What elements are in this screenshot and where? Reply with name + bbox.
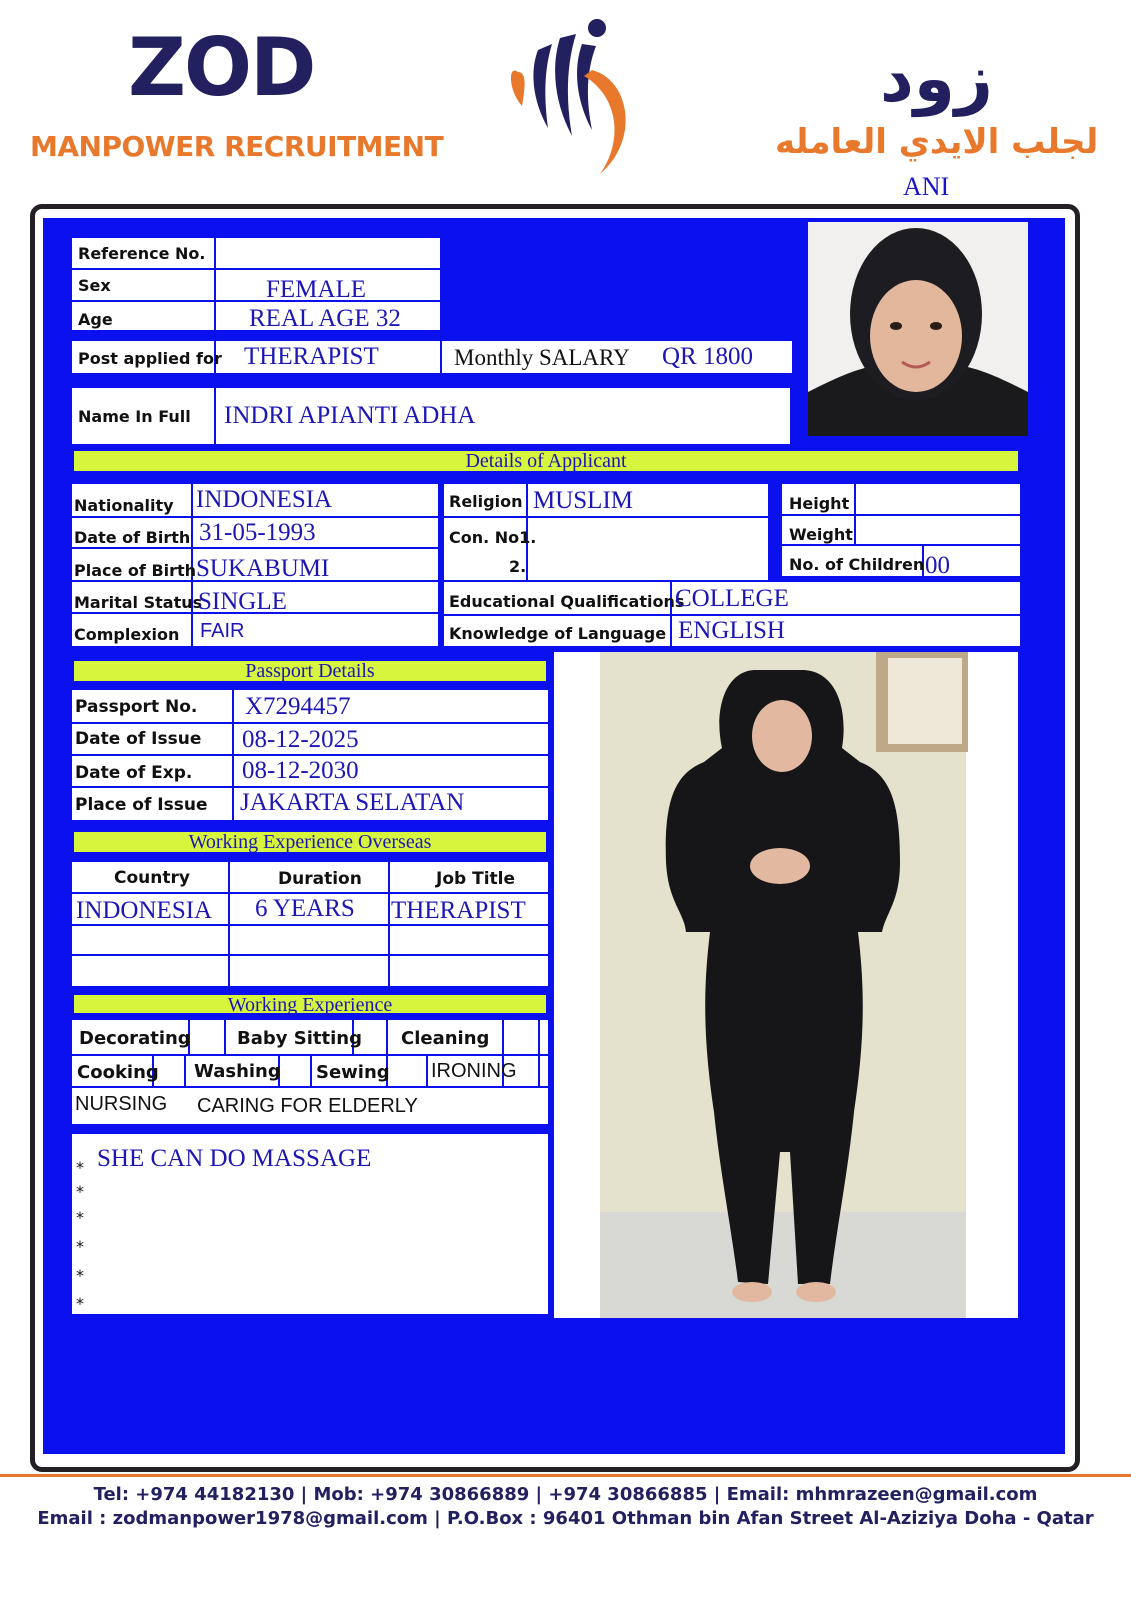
exp-decorating: Decorating (79, 1028, 191, 1049)
salary-value: QR 1800 (662, 343, 753, 370)
language-label: Knowledge of Language (449, 624, 667, 643)
brand-arabic-logo: زود (880, 40, 993, 117)
exp-cooking: Cooking (77, 1062, 159, 1083)
issue-place-label: Place of Issue (75, 795, 208, 815)
row1-job-title: THERAPIST (391, 897, 526, 924)
footer-contact-address: Email : zodmanpower1978@gmail.com | P.O.Box : 96401 Othman bin Afan Street Al-Aziziya Doha - Qatar (37, 1508, 1094, 1529)
pob-value: SUKABUMI (196, 555, 330, 582)
brand-arabic-tagline: لجلب الايدي العامله (775, 122, 1099, 162)
brand-logo-text: ZOD (128, 21, 315, 114)
issue-place-value: JAKARTA SELATAN (240, 789, 465, 816)
brand-tagline: MANPOWER RECRUITMENT (30, 130, 444, 163)
note-bullet: * (76, 1294, 84, 1313)
dob-value: 31-05-1993 (199, 519, 316, 546)
marital-value: SINGLE (198, 588, 287, 615)
row1-country: INDONESIA (76, 897, 213, 924)
note-bullet: * (76, 1208, 84, 1227)
education-label: Educational Qualifications (449, 592, 685, 611)
note-bullet: * (76, 1266, 84, 1285)
height-label: Height (789, 494, 850, 513)
complexion-label: Complexion (74, 625, 180, 644)
exp-baby-sitting: Baby Sitting (237, 1028, 362, 1049)
education-value: COLLEGE (675, 585, 789, 612)
col-duration: Duration (278, 869, 362, 889)
children-label: No. of Children (789, 555, 925, 574)
portrait-photo (808, 222, 1028, 436)
weight-label: Weight (789, 525, 853, 544)
note-bullet: * (76, 1158, 84, 1177)
footer-divider (0, 1474, 1131, 1477)
col-country: Country (114, 868, 190, 888)
pob-label: Place of Birth (74, 561, 197, 580)
post-value: THERAPIST (244, 343, 379, 370)
sex-label: Sex (78, 276, 111, 295)
salary-label: Monthly SALARY (454, 345, 630, 370)
overseas-heading: Working Experience Overseas (72, 830, 548, 854)
age-value: REAL AGE 32 (249, 305, 401, 332)
marital-label: Marital Status (74, 593, 203, 612)
con2-label: 2. (509, 557, 527, 576)
exp-date-value: 08-12-2030 (242, 757, 359, 784)
experience-heading: Working Experience (72, 993, 548, 1015)
age-label: Age (78, 310, 113, 329)
exp-caring-elderly: CARING FOR ELDERLY (197, 1095, 418, 1117)
name-label: Name In Full (78, 407, 191, 426)
exp-sewing: Sewing (316, 1062, 390, 1083)
issue-date-value: 08-12-2025 (242, 726, 359, 753)
issue-date-label: Date of Issue (75, 729, 202, 749)
religion-label: Religion (449, 492, 523, 511)
post-label: Post applied for (78, 349, 222, 368)
note-massage: SHE CAN DO MASSAGE (97, 1145, 372, 1172)
sex-value: FEMALE (266, 276, 366, 303)
exp-washing: Washing (194, 1061, 281, 1082)
passport-heading: Passport Details (72, 659, 548, 683)
passport-no-label: Passport No. (75, 697, 198, 717)
note-bullet: * (76, 1237, 84, 1256)
candidate-code: ANI (903, 172, 950, 201)
reference-label: Reference No. (78, 244, 206, 263)
religion-value: MUSLIM (533, 487, 634, 514)
row1-duration: 6 YEARS (255, 895, 355, 922)
exp-date-label: Date of Exp. (75, 763, 193, 783)
dob-label: Date of Birth (74, 528, 191, 547)
nationality-label: Nationality (74, 496, 174, 515)
full-body-photo (554, 652, 1018, 1318)
col-job-title: Job Title (436, 869, 515, 889)
note-bullet: * (76, 1182, 84, 1201)
language-value: ENGLISH (678, 617, 785, 644)
exp-cleaning: Cleaning (401, 1028, 490, 1049)
details-heading: Details of Applicant (72, 449, 1020, 473)
passport-no-value: X7294457 (245, 693, 351, 720)
exp-nursing: NURSING (75, 1093, 168, 1115)
footer-contact-phones: Tel: +974 44182130 | Mob: +974 30866889 | +974 30866885 | Email: mhmrazeen@gmail.com (93, 1484, 1038, 1505)
name-value: INDRI APIANTI ADHA (224, 402, 476, 429)
complexion-value: FAIR (200, 620, 245, 642)
nationality-value: INDONESIA (196, 486, 333, 513)
exp-ironing: IRONING (431, 1060, 517, 1082)
con1-label: Con. No1. (449, 528, 537, 547)
brand-emblem-icon (500, 10, 640, 182)
children-value: 00 (925, 552, 950, 579)
